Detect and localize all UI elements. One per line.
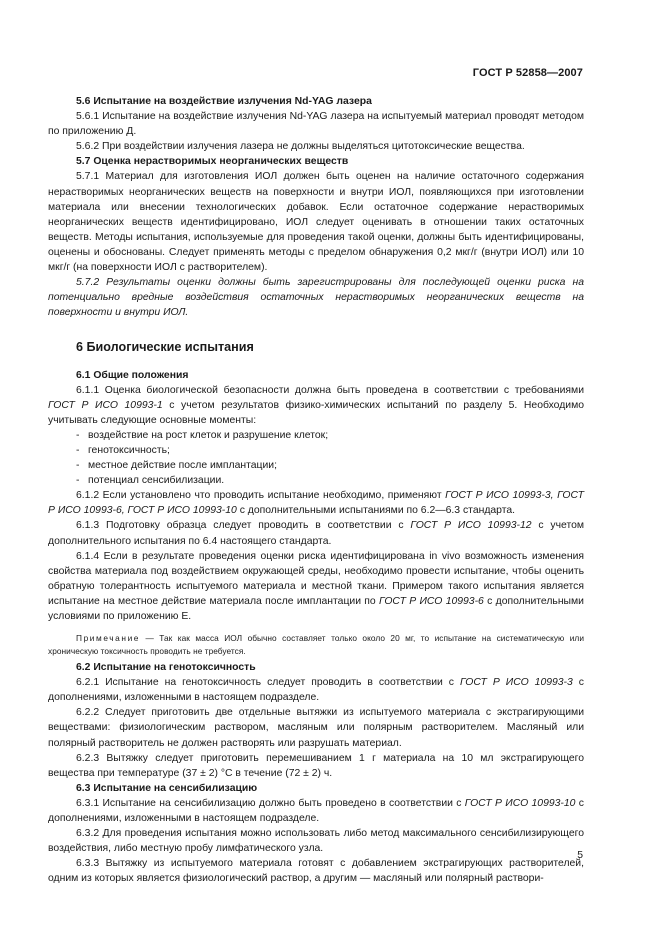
- dash-bullet: -: [76, 460, 80, 472]
- para-6-3-1: [48, 796, 584, 826]
- para-6-1-1-text-b: с учетом результатов физико-химических испытаний по разделу 5. Необходимо учитывать следующие основные моменты:: [48, 399, 584, 426]
- section-title-6: 6 Биологические испытания: [76, 340, 254, 355]
- para-5-6-1: 5.6.1 Испытание на воздействие излучения Nd-YAG лазера на испытуемый материал проводят методом по приложению Д.: [48, 111, 584, 138]
- para-6-1-3-text-a: 6.1.3 Подготовку образца следует проводить в соответствии с: [76, 520, 411, 532]
- standard-ref: ГОСТ Р ИСО 10993-12: [410, 520, 532, 532]
- page-content: [48, 94, 584, 887]
- para-6-1-2-text-a: 6.1.2 Если установлено что проводить испытание необходимо, применяют: [76, 490, 446, 502]
- list-item-text: местное действие после имплантации;: [88, 460, 277, 472]
- para-6-1-3: [48, 518, 584, 548]
- list-item: [48, 473, 584, 488]
- para-6-1-2-text-b: с дополнительными испытаниями по 6.2—6.3 стандарта.: [236, 505, 516, 517]
- heading-6-1: 6.1 Общие положения: [76, 369, 189, 381]
- para-6-1-4-text-b: с дополнительными условиями по приложению Е.: [48, 595, 584, 622]
- standard-ref: ГОСТ Р ИСО 10993-1: [48, 399, 163, 411]
- note: [48, 632, 584, 657]
- para-6-2-1-text-a: 6.2.1 Испытание на генотоксичность следует проводить в соответствии с: [76, 677, 460, 689]
- document-header-id: ГОСТ Р 52858—2007: [472, 67, 583, 79]
- note-text: — Так как масса ИОЛ обычно составляет только около 20 мг, то испытание на систематическую или хроническую токсичность проводить не требуется.: [48, 633, 584, 656]
- para-6-1-2: [48, 488, 584, 518]
- para-6-3-3: 6.3.3 Вытяжку из испытуемого материала готовят с добавлением экстрагирующих растворителей, одним из которых является физиологический раствор, а другим — масляный или полярный раствори-: [48, 858, 584, 885]
- para-6-1-3-text-b: с учетом дополнительного испытания по 6.4 настоящего стандарта.: [48, 520, 585, 547]
- para-5-6-2: 5.6.2 При воздействии излучения лазера не должны выделяться цитотоксические вещества.: [76, 141, 525, 153]
- standard-ref: ГОСТ Р ИСО 10993-3, ГОСТ Р ИСО 10993-6, ГОСТ Р ИСО 10993-10: [48, 490, 584, 517]
- para-5-7-2: 5.7.2 Результаты оценки должны быть зарегистрированы для последующей оценки риска на потенциально вредные воздействия остаточных нерастворимых неорганических веществ на поверхности и внутри ИОЛ.: [48, 277, 584, 319]
- list-item-text: генотоксичность;: [88, 444, 170, 456]
- list-item-text: воздействие на рост клеток и разрушение клеток;: [88, 429, 329, 441]
- page-number: 5: [577, 850, 583, 861]
- dash-bullet: -: [76, 429, 80, 441]
- list-item: [48, 458, 584, 473]
- heading-5-6: 5.6 Испытание на воздействие излучения Nd-YAG лазера: [76, 96, 372, 107]
- list-item: [48, 443, 584, 458]
- dash-bullet: -: [76, 444, 80, 456]
- list-item-text: потенциал сенсибилизации.: [88, 475, 225, 487]
- list-item: [48, 428, 584, 443]
- heading-6-2: 6.2 Испытание на генотоксичность: [76, 662, 256, 674]
- para-6-2-2: 6.2.2 Следует приготовить две отдельные вытяжки из испытуемого материала с экстрагирующими веществами: физиологическим раствором, масляным или полярным растворителем. Масляный или полярный растворитель не должен растворять или разрушать материал.: [48, 707, 584, 749]
- standard-ref: ГОСТ Р ИСО 10993-10: [464, 797, 576, 809]
- heading-5-7: 5.7 Оценка нерастворимых неорганических веществ: [76, 156, 349, 168]
- para-5-7-1: 5.7.1 Материал для изготовления ИОЛ должен быть оценен на наличие остаточного содержания нерастворимых неорганических веществ на поверхности и внутри ИОЛ, появляющихся при изготовлении материала или внесении технологических добавок. Если остаточное содержание нерастворимых неорганических веществ идентифицировано, ИОЛ следует оценивать в отношении таких остаточных веществ. Методы испытания, используемые для проведения такой оценки, должны быть идентифицированы, оценены и обоснованы. Следует применять методы с пределом обнаружения 0,2 мкг/г (внутри ИОЛ) или 10 мкг/г (на поверхности ИОЛ с растворителем).: [48, 171, 584, 274]
- standard-ref: ГОСТ Р ИСО 10993-6: [379, 595, 484, 607]
- para-6-3-2: 6.3.2 Для проведения испытания можно использовать либо метод максимального сенсибилизирующего воздействия, либо местную пробу лимфатического узла.: [48, 828, 584, 855]
- dash-bullet: -: [76, 475, 80, 487]
- para-6-1-4-text-a: 6.1.4 Если в результате проведения оценки риска идентифицирована in vivo возможность изменения свойства материала под воздействием окружающей среды, необходимо провести испытание, чтобы оценить обратную толерантность испытуемого материала и местной ткани. Примером такого испытания является испытание на местное действие материала после имплантации по: [48, 550, 584, 607]
- note-label: Примечание: [76, 633, 141, 644]
- para-6-2-1: [48, 675, 584, 705]
- para-6-3-1-text-a: 6.3.1 Испытание на сенсибилизацию должно быть проведено в соответствии с: [76, 797, 465, 809]
- para-6-2-1-text-b: с дополнениями, изложенными в настоящем подразделе.: [48, 677, 584, 704]
- para-6-1-1: [48, 383, 584, 428]
- para-6-1-4: [48, 549, 584, 624]
- para-6-3-1-text-b: с дополнениями, изложенными в настоящем подразделе.: [48, 797, 584, 825]
- heading-6-3: 6.3 Испытание на сенсибилизацию: [76, 782, 258, 794]
- para-6-1-1-text-a: 6.1.1 Оценка биологической безопасности должна быть проведена в соответствии с требованиями: [76, 384, 584, 396]
- standard-ref: ГОСТ Р ИСО 10993-3: [459, 677, 573, 689]
- para-6-2-3: 6.2.3 Вытяжку следует приготовить перемешиванием 1 г материала на 10 мл экстрагирующего вещества при температуре (37 ± 2) °С в течение (72 ± 2) ч.: [48, 752, 584, 779]
